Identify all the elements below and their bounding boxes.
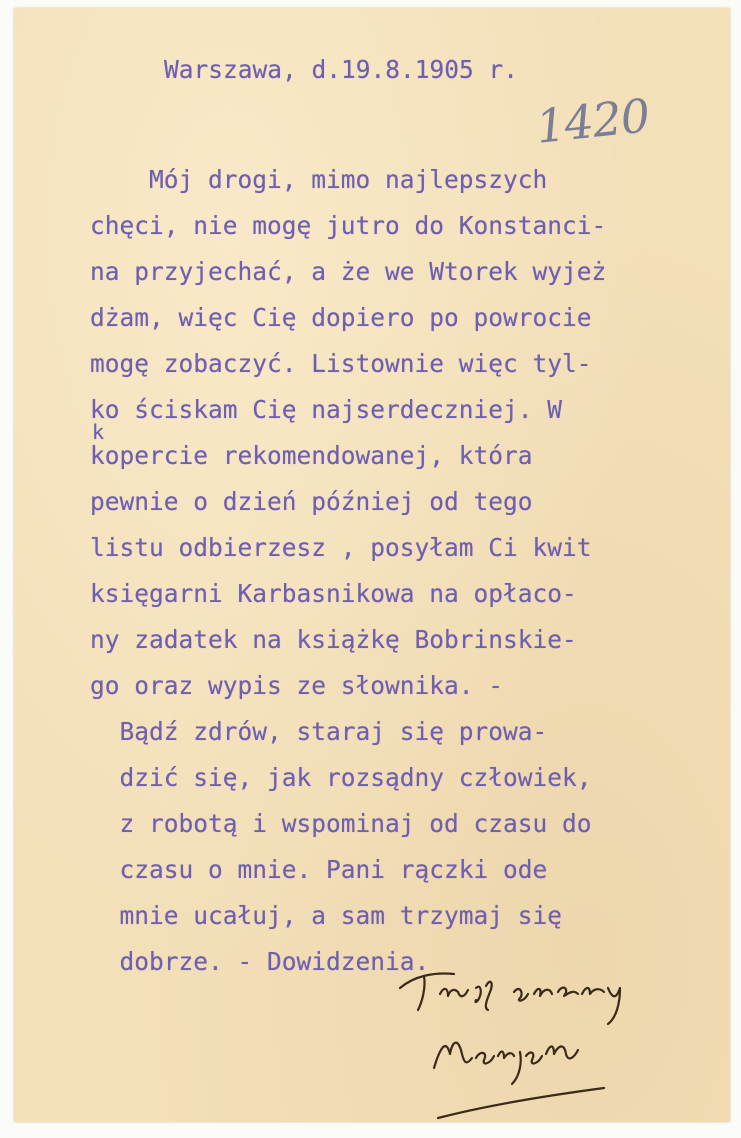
letter-line: mnie ucałuj, a sam trzymaj się: [90, 901, 563, 930]
letter-line: księgarni Karbasnikowa na opłaco-: [90, 579, 577, 608]
letter-line: czasu o mnie. Pani rączki ode: [90, 855, 548, 884]
letter-line: kopercie rekomendowanej, która: [90, 441, 533, 470]
letter-line: dżam, więc Cię dopiero po powrocie: [90, 303, 592, 332]
letter-line: go oraz wypis ze słownika. -: [90, 671, 504, 700]
letter-line: z robotą i wspominaj od czasu do: [90, 809, 592, 838]
dateline: Warszawa, d.19.8.1905 r.: [164, 55, 519, 84]
letter-line: ny zadatek na książkę Bobrinskie-: [90, 625, 577, 654]
letter-line: ko ściskam Cię najserdeczniej. W: [90, 395, 563, 424]
letter-line: pewnie o dzień później od tego: [90, 487, 533, 516]
handwritten-signature: [394, 958, 694, 1128]
letter-line: dobrze. - Dowidzenia.: [90, 947, 430, 976]
letter-line: Bądź zdrów, staraj się prowa-: [90, 717, 548, 746]
letter-line: listu odbierzesz , posyłam Ci kwit: [90, 533, 592, 562]
correction-mark: k: [92, 420, 105, 444]
letter-line: na przyjechać, a że we Wtorek wyjeż: [90, 257, 607, 286]
archive-number: 1420: [533, 88, 652, 154]
letter-line: chęci, nie mogę jutro do Konstanci-: [90, 211, 607, 240]
letter-line: dzić się, jak rozsądny człowiek,: [90, 763, 592, 792]
letter-line: Mój drogi, mimo najlepszych: [90, 165, 548, 194]
letter-line: mogę zobaczyć. Listownie więc tyl-: [90, 349, 592, 378]
postcard: [14, 8, 730, 1122]
